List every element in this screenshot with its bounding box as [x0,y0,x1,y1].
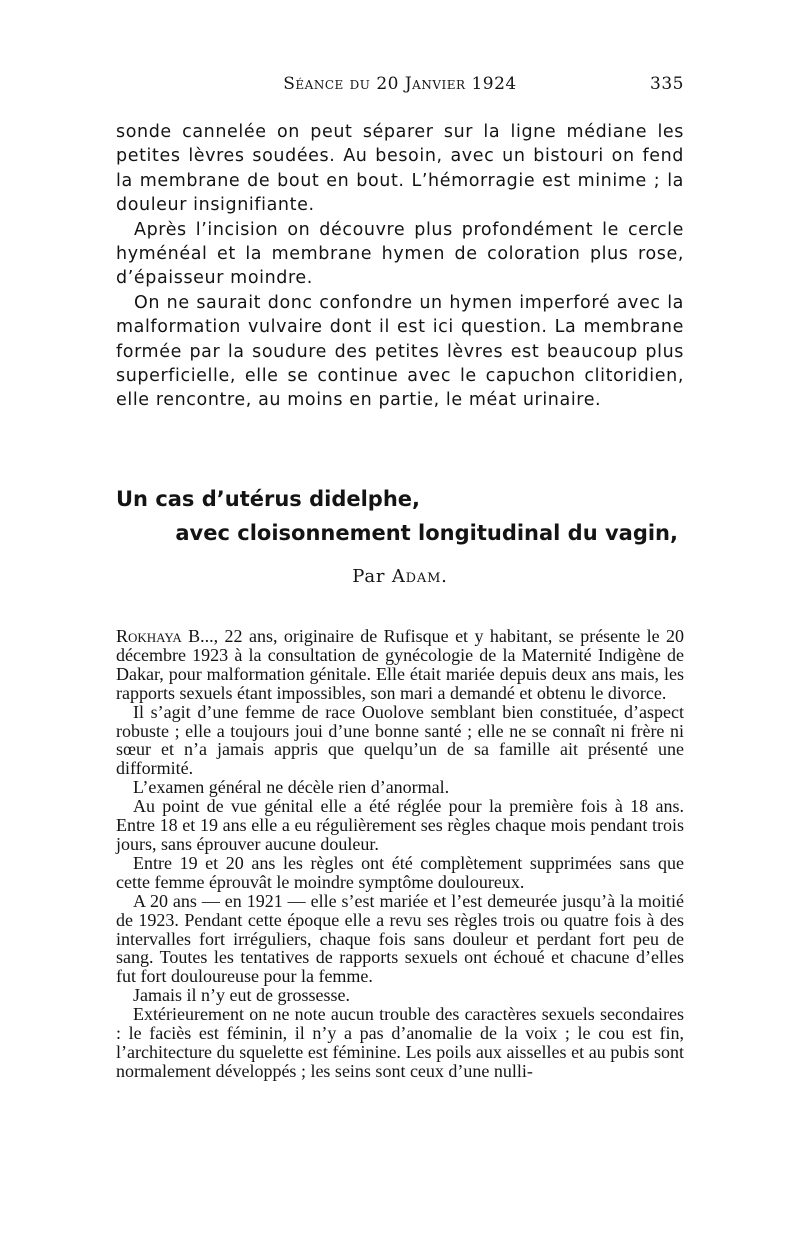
patient-name: Rokhaya B... [116,626,214,646]
article-title-line-1: Un cas d’utérus didelphe, [116,487,421,511]
continuation-text [116,120,684,413]
byline [116,566,684,587]
paragraph: Après l’incision on découvre plus profondément le cercle hyménéal et la membrane hymen de coloration plus rose, d’épaisseur moindre. [116,219,684,289]
paragraph: Entre 19 et 20 ans les règles ont été complètement supprimées sans que cette femme éprouvât le moindre symptôme douloureux. [116,852,684,892]
byline-prefix: Par [352,566,392,587]
paragraph-text: , 22 ans, originaire de Rufisque et y habitant, se présente le 20 décembre 1923 à la consultation de gynécologie de la Maternité Indigène de Dakar, pour malformation génitale. Elle était mariée depuis deux ans mais, les rapports sexuels étant impossibles, son mari a demandé et obtenu le divorce. [116,626,684,703]
page-number: 335 [650,74,684,94]
paragraph [116,627,684,703]
paragraph: sonde cannelée on peut séparer sur la ligne médiane les petites lèvres soudées. Au besoin, avec un bistouri on fend la membrane de bout en bout. L’hémorragie est minime ; la douleur insignifiante. [116,122,684,216]
paragraph: A 20 ans — en 1921 — elle s’est mariée et l’est demeurée jusqu’à la moitié de 1923. Pendant cette époque elle a revu ses règles trois ou quatre fois à des intervalles fort irréguliers, chaque fois sans douleur et perdant fort peu de sang. Toutes les tentatives de rapports sexuels ont échoué et chacune d’elles fut fort douloureuse pour la femme. [116,890,684,987]
paragraph: Jamais il n’y eut de grossesse. [133,985,350,1006]
article-title [116,482,684,550]
paragraph: Extérieurement on ne note aucun trouble des caractères sexuels secondaires : le faciès est féminin, il n’y a pas d’anomalie de la voix ; le cou est fin, l’architecture du squelette est féminine. Les poils aux aisselles et au pubis sont normalement développés ; les seins sont ceux d’une nulli- [116,1004,684,1081]
running-head [116,74,684,98]
paragraph: L’examen général ne décèle rien d’anormal. [133,777,450,798]
running-head-title: Séance du 20 Janvier 1924 [283,74,517,94]
paragraph: Il s’agit d’une femme de race Ouolove semblant bien constituée, d’aspect robuste ; elle a toujours joui d’une bonne santé ; elle ne se connaît ni frère ni sœur et n’a jamais appris que quelqu’un de sa famille ait présenté une difformité. [116,701,684,779]
article-title-line-2: avec cloisonnement longitudinal du vagin, [175,521,678,545]
article-body [116,627,684,1081]
byline-author: Adam. [391,566,448,587]
paragraph: Au point de vue génital elle a été réglée pour la première fois à 18 ans. Entre 18 et 19 ans elle a eu régulièrement ses règles chaque mois pendant trois jours, sans éprouver aucune douleur. [116,796,684,854]
paragraph: On ne saurait donc confondre un hymen imperforé avec la malformation vulvaire dont il est ici question. La membrane formée par la soudure des petites lèvres est beaucoup plus superficielle, elle se continue avec le capuchon clitoridien, elle rencontre, au moins en partie, le méat urinaire. [116,292,684,411]
